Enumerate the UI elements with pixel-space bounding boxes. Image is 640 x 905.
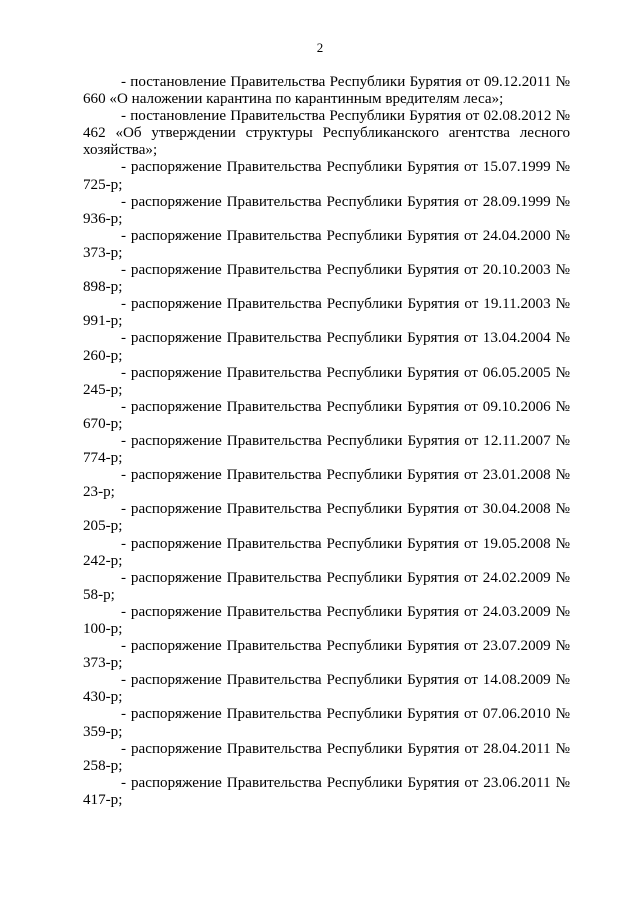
list-item: - распоряжение Правительства Республики Бурятия от 06.05.2005 № 245-р;: [83, 364, 570, 398]
list-item: - распоряжение Правительства Республики Бурятия от 07.06.2010 № 359-р;: [83, 706, 570, 740]
list-item: - распоряжение Правительства Республики Бурятия от 28.09.1999 № 936-р;: [83, 193, 570, 227]
list-item: - распоряжение Правительства Республики Бурятия от 14.08.2009 № 430-р;: [83, 672, 570, 706]
list-item: - распоряжение Правительства Республики Бурятия от 19.11.2003 № 991-р;: [83, 296, 570, 330]
list-item: - распоряжение Правительства Республики Бурятия от 24.03.2009 № 100-р;: [83, 603, 570, 637]
list-item: - распоряжение Правительства Республики Бурятия от 12.11.2007 № 774-р;: [83, 432, 570, 467]
list-item: - распоряжение Правительства Республики Бурятия от 19.05.2008 № 242-р;: [83, 535, 570, 569]
list-item: - распоряжение Правительства Республики Бурятия от 23.06.2011 № 417-р;: [83, 774, 570, 808]
list-item: - распоряжение Правительства Республики Бурятия от 23.01.2008 № 23-р;: [83, 467, 570, 501]
list-item: - распоряжение Правительства Республики Бурятия от 24.04.2000 № 373-р;: [83, 227, 570, 261]
list-item: - постановление Правительства Республики Бурятия от 02.08.2012 № 462 «Об утверждении структуры Республиканского агентства лесного хозяйства»;: [83, 108, 570, 159]
list-item: - распоряжение Правительства Республики Бурятия от 30.04.2008 № 205-р;: [83, 501, 570, 535]
list-item: - распоряжение Правительства Республики Бурятия от 28.04.2011 № 258-р;: [83, 740, 570, 774]
list-item: - распоряжение Правительства Республики Бурятия от 24.02.2009 № 58-р;: [83, 569, 570, 603]
list-item: - распоряжение Правительства Республики Бурятия от 23.07.2009 № 373-р;: [83, 638, 570, 672]
page-number: 2: [316, 40, 324, 55]
list-item: - распоряжение Правительства Республики Бурятия от 09.10.2006 № 670-р;: [83, 398, 570, 432]
list-item: - распоряжение Правительства Республики Бурятия от 15.07.1999 № 725-р;: [83, 159, 570, 193]
document-body: [83, 74, 570, 809]
list-item: - распоряжение Правительства Республики Бурятия от 13.04.2004 № 260-р;: [83, 330, 570, 364]
list-item: - постановление Правительства Республики Бурятия от 09.12.2011 № 660 «О наложении карантина по карантинным вредителям леса»;: [83, 74, 570, 108]
list-item: - распоряжение Правительства Республики Бурятия от 20.10.2003 № 898-р;: [83, 262, 570, 296]
